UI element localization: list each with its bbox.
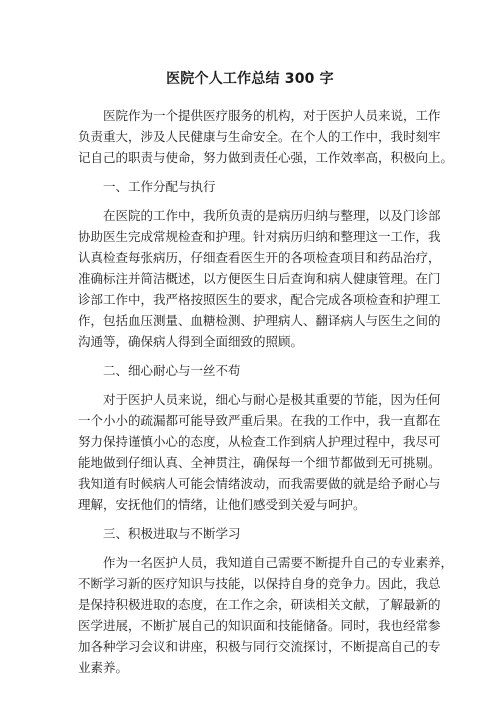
paragraph-line: 作为一名医护人员，我知道自己需要不断提升自己的专业素养， <box>103 555 454 570</box>
paragraph-line: 对于医护人员来说，细心与耐心是极其重要的节能，因为任何 <box>103 392 441 407</box>
section-heading: 一、工作分配与执行 <box>103 179 216 194</box>
paragraph-line: 诊部工作中，我严格按照医生的要求，配合完成各项检查和护理工 <box>78 292 441 307</box>
paragraph-line: 沟通等，确保病人得到全面细致的照顾。 <box>78 334 304 349</box>
paragraph-line: 不断学习新的医疗知识与技能，以保持自身的竞争力。因此，我总 <box>78 576 441 591</box>
section-heading: 二、细心耐心与一丝不苟 <box>103 363 241 378</box>
paragraph-line: 能地做到仔细认真、全神贯注，确保每一个细节都做到无可挑剔。 <box>78 455 441 470</box>
paragraph-line: 加各种学习会议和讲座，积极与同行交流探讨，不断提高自己的专 <box>78 639 441 654</box>
section-1 <box>78 176 441 352</box>
paragraph-line: 医学进展，不断扩展自己的知识面和技能储备。同时，我也经常参 <box>78 618 441 633</box>
paragraph-line: 努力保持谨慎小心的态度，从检查工作到病人护理过程中，我尽可 <box>78 434 441 449</box>
paragraph-line: 记自己的职责与使命，努力做到责任心强，工作效率高，积极向上。 <box>78 150 454 165</box>
paragraph-line: 在医院的工作中，我所负责的是病历归纳与整理，以及门诊部 <box>103 208 441 223</box>
section-2 <box>78 360 441 515</box>
intro-paragraph <box>78 105 454 168</box>
paragraph-line: 负责重大，涉及人民健康与生命安全。在个人的工作中，我时刻牢 <box>78 129 441 144</box>
paragraph-line: 是保持积极进取的态度，在工作之余，研读相关文献，了解最新的 <box>78 597 441 612</box>
paragraph-line: 协助医生完成常规检查和护理。针对病历归纳和整理这一工作，我 <box>78 229 441 244</box>
paragraph-line: 业素养。 <box>78 660 129 675</box>
paragraph-line: 一个小小的疏漏都可能导致严重后果。在我的工作中，我一直都在 <box>78 413 441 428</box>
section-heading: 三、积极进取与不断学习 <box>103 526 241 541</box>
section-3 <box>78 523 454 678</box>
document-title: 医院个人工作总结 300 字 <box>166 71 334 87</box>
paragraph-line: 医院作为一个提供医疗服务的机构，对于医护人员来说，工作 <box>103 108 441 123</box>
document-body <box>78 105 454 678</box>
paragraph-line: 认真检查每张病历，仔细查看医生开的各项检查项目和药品治疗， <box>78 250 441 265</box>
paragraph-line: 准确标注并简洁概述，以方便医生日后查询和病人健康管理。在门 <box>78 271 441 286</box>
paragraph-line: 理解，安抚他们的情绪，让他们感受到关爱与呵护。 <box>78 497 366 512</box>
paragraph-line: 作，包括血压测量、血糖检测、护理病人、翻译病人与医生之间的 <box>78 313 441 328</box>
paragraph-line: 我知道有时候病人可能会情绪波动，而我需要做的就是给予耐心与 <box>78 476 441 491</box>
